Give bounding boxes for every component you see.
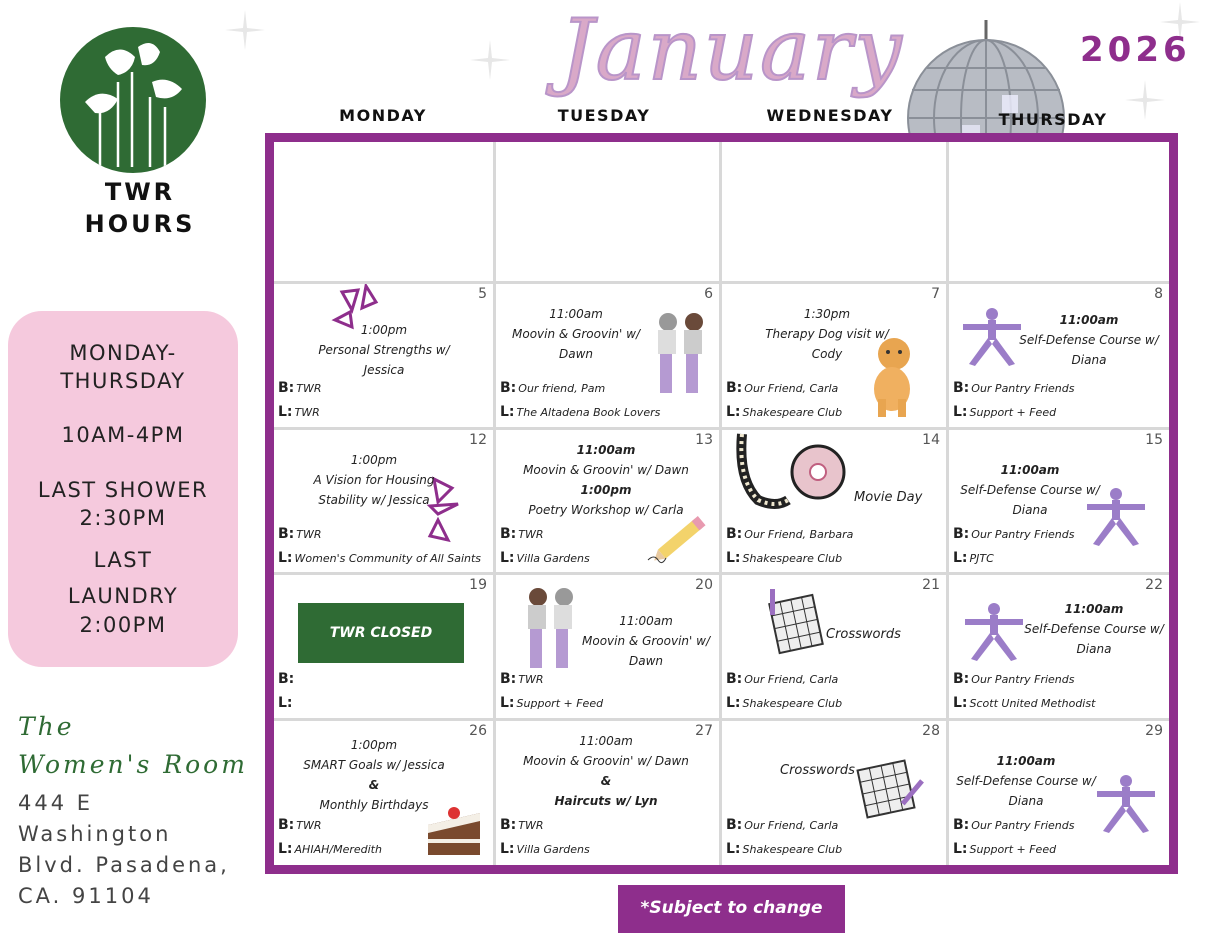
lunch-line <box>278 695 295 711</box>
logo-caption <box>40 176 240 240</box>
event-line: 11:00am <box>549 307 603 321</box>
calendar-cell-13 <box>496 430 719 572</box>
event-text <box>571 611 719 671</box>
event-line: Self-Defense Course w/ <box>1024 622 1164 636</box>
calendar-cell-14 <box>722 430 946 572</box>
lunch-provider: Shakespeare Club <box>742 697 843 710</box>
month-title: January <box>560 1 904 99</box>
breakfast-label: B: <box>726 817 743 833</box>
lunch-line <box>500 404 660 420</box>
lunch-line <box>726 550 842 566</box>
event-line: 1:00pm <box>350 453 398 467</box>
org-address <box>18 788 230 912</box>
breakfast-line <box>953 526 1074 542</box>
lunch-provider: The Altadena Book Lovers <box>516 406 661 419</box>
lunch-provider: Women's Community of All Saints <box>294 552 482 565</box>
org-name-line2: Women's Room <box>18 750 248 779</box>
breakfast-provider: TWR <box>518 819 544 832</box>
lunch-provider: Villa Gardens <box>516 843 590 856</box>
laundry-line1: LAST <box>93 548 153 572</box>
breakfast-label: B: <box>726 380 743 396</box>
address-line2: Washington <box>18 822 172 846</box>
lunch-label: L: <box>726 550 741 566</box>
lunch-line <box>953 841 1056 857</box>
date-number: 22 <box>1145 577 1163 593</box>
hours-days-line1: MONDAY- <box>69 341 177 365</box>
event-line: 11:00am <box>619 614 673 628</box>
date-number: 20 <box>695 577 713 593</box>
event-line: Dawn <box>628 654 663 668</box>
date-number: 13 <box>695 432 713 448</box>
breakfast-provider: Our Friend, Barbara <box>744 528 854 541</box>
event-text <box>506 731 706 811</box>
address-line4: CA. 91104 <box>18 884 154 908</box>
day-header-tuesday: TUESDAY <box>557 106 651 125</box>
breakfast-label: B: <box>726 671 743 687</box>
date-number: 15 <box>1145 432 1163 448</box>
subject-to-change-note: *Subject to change <box>618 885 845 933</box>
event-line: 1:00pm <box>360 323 408 337</box>
lunch-label: L: <box>726 695 741 711</box>
calendar-cell-29 <box>949 721 1169 865</box>
lunch-label: L: <box>278 841 293 857</box>
date-number: 6 <box>704 286 713 302</box>
breakfast-line <box>278 671 296 687</box>
event-line: Monthly Birthdays <box>319 798 429 812</box>
breakfast-label: B: <box>953 817 970 833</box>
event-line: Moovin & Groovin' w/ <box>582 634 710 648</box>
breakfast-line <box>726 526 853 542</box>
breakfast-provider: Our Friend, Carla <box>744 382 839 395</box>
lunch-provider: Support + Feed <box>969 843 1057 856</box>
lunch-line <box>953 550 994 566</box>
date-number: 5 <box>478 286 487 302</box>
breakfast-line <box>953 671 1074 687</box>
lunch-label: L: <box>500 550 515 566</box>
breakfast-label: B: <box>500 526 517 542</box>
calendar-cell-27 <box>496 721 719 865</box>
breakfast-label: B: <box>500 817 517 833</box>
lunch-label: L: <box>278 695 293 711</box>
event-line: Moovin & Groovin' w/ Dawn <box>523 463 689 477</box>
laundry-line3: 2:00PM <box>79 613 167 637</box>
event-line: 1:30pm <box>803 307 851 321</box>
flower-icon <box>60 27 206 173</box>
date-number: 21 <box>922 577 940 593</box>
event-text <box>294 450 454 510</box>
event-line: Self-Defense Course w/ <box>956 774 1096 788</box>
lunch-line <box>726 695 842 711</box>
event-text <box>1019 599 1169 659</box>
calendar-cell-empty <box>949 142 1169 281</box>
calendar-cell-26 <box>274 721 493 865</box>
lunch-line <box>278 404 320 420</box>
calendar-cell-20 <box>496 575 719 718</box>
shower-line2: 2:30PM <box>79 506 167 530</box>
event-text <box>951 751 1101 811</box>
calendar-cell-empty <box>274 142 493 281</box>
sparkle-icon <box>470 40 510 80</box>
lunch-provider: Villa Gardens <box>516 552 590 565</box>
breakfast-provider: Our Friend, Carla <box>744 673 839 686</box>
breakfast-line <box>953 817 1074 833</box>
event-line: & <box>600 774 612 788</box>
film-reel-icon <box>736 430 848 510</box>
lunch-line <box>278 550 481 566</box>
date-number: 8 <box>1154 286 1163 302</box>
lunch-provider: AHIAH/Meredith <box>294 843 382 856</box>
event-line: 11:00am <box>996 754 1056 768</box>
event-line: 11:00am <box>1000 463 1060 477</box>
breakfast-label: B: <box>278 817 295 833</box>
address-line3: Blvd. Pasadena, <box>18 853 230 877</box>
lunch-label: L: <box>500 841 515 857</box>
calendar-cell-5 <box>274 284 493 427</box>
lunch-line <box>500 841 590 857</box>
calendar-cell-12 <box>274 430 493 572</box>
breakfast-provider: TWR <box>296 382 322 395</box>
lunch-line <box>500 550 590 566</box>
breakfast-line <box>500 671 544 687</box>
breakfast-label: B: <box>953 380 970 396</box>
event-text <box>742 304 912 364</box>
event-line: Jessica <box>363 363 405 377</box>
date-number: 27 <box>695 723 713 739</box>
lunch-line <box>953 404 1056 420</box>
event-line: Diana <box>1008 794 1044 808</box>
lunch-line <box>726 404 842 420</box>
crossword-icon <box>856 757 926 821</box>
event-text: Crosswords <box>780 763 855 778</box>
lunch-provider: Support + Feed <box>969 406 1057 419</box>
event-line: Therapy Dog visit w/ <box>765 327 889 341</box>
breakfast-label: B: <box>953 526 970 542</box>
lunch-label: L: <box>500 404 515 420</box>
event-line: Poetry Workshop w/ Carla <box>528 503 684 517</box>
event-line: 11:00am <box>576 443 636 457</box>
event-line: Cody <box>811 347 843 361</box>
calendar-grid <box>265 133 1178 874</box>
event-line: Diana <box>1071 353 1107 367</box>
event-line: 11:00am <box>1064 602 1124 616</box>
lunch-provider: Shakespeare Club <box>742 843 843 856</box>
address-line1: 444 E <box>18 791 94 815</box>
lunch-provider: Shakespeare Club <box>742 552 843 565</box>
org-name <box>18 708 248 784</box>
breakfast-provider: Our Pantry Friends <box>971 528 1075 541</box>
twr-logo <box>60 27 206 173</box>
lunch-label: L: <box>953 404 968 420</box>
event-line: SMART Goals w/ Jessica <box>303 758 445 772</box>
logo-line2: HOURS <box>84 210 196 238</box>
calendar-cell-15 <box>949 430 1169 572</box>
breakfast-label: B: <box>278 526 295 542</box>
hours-time: 10AM-4PM <box>61 423 185 447</box>
event-line: Self-Defense Course w/ <box>960 483 1100 497</box>
event-text: Movie Day <box>854 490 923 505</box>
breakfast-line <box>500 526 544 542</box>
event-text <box>304 320 464 380</box>
event-line: 11:00am <box>579 734 633 748</box>
hours-box <box>8 311 238 667</box>
lunch-label: L: <box>278 550 293 566</box>
event-line: Stability w/ Jessica <box>318 493 430 507</box>
event-line: Moovin & Groovin' w/ <box>512 327 640 341</box>
event-text <box>1009 310 1169 370</box>
event-line: Diana <box>1012 503 1048 517</box>
yoga-pose-icon <box>1095 773 1157 835</box>
event-line: Dawn <box>558 347 593 361</box>
date-number: 14 <box>922 432 940 448</box>
breakfast-provider: TWR <box>296 819 322 832</box>
breakfast-line <box>953 380 1074 396</box>
event-line: 1:00pm <box>580 483 632 497</box>
breakfast-provider: Our Pantry Friends <box>971 382 1075 395</box>
breakfast-provider: TWR <box>518 673 544 686</box>
laundry-line2: LAUNDRY <box>67 584 179 608</box>
breakfast-label: B: <box>500 380 517 396</box>
date-number: 26 <box>469 723 487 739</box>
event-line: 1:00pm <box>350 738 398 752</box>
event-text: Crosswords <box>826 627 901 642</box>
breakfast-provider: Our friend, Pam <box>518 382 606 395</box>
day-header-monday: MONDAY <box>339 106 427 125</box>
breakfast-label: B: <box>726 526 743 542</box>
breakfast-line <box>500 817 544 833</box>
breakfast-provider: TWR <box>296 528 322 541</box>
calendar-cell-empty <box>722 142 946 281</box>
lunch-label: L: <box>953 550 968 566</box>
lunch-provider: Support + Feed <box>516 697 604 710</box>
date-number: 28 <box>922 723 940 739</box>
lunch-line <box>500 695 603 711</box>
lunch-label: L: <box>953 695 968 711</box>
calendar-cell-empty <box>496 142 719 281</box>
lunch-provider: TWR <box>294 406 320 419</box>
date-number: 19 <box>469 577 487 593</box>
lunch-provider: PJTC <box>969 552 994 565</box>
breakfast-line <box>726 817 838 833</box>
lunch-label: L: <box>278 404 293 420</box>
breakfast-label: B: <box>278 671 295 687</box>
hours-days-line2: THURSDAY <box>60 369 186 393</box>
lunch-label: L: <box>500 695 515 711</box>
lunch-label: L: <box>953 841 968 857</box>
closed-banner: TWR CLOSED <box>298 603 464 663</box>
event-line: Self-Defense Course w/ <box>1019 333 1159 347</box>
year: 2026 <box>1080 30 1191 70</box>
breakfast-provider: Our Pantry Friends <box>971 819 1075 832</box>
date-number: 12 <box>469 432 487 448</box>
breakfast-line <box>278 817 322 833</box>
event-line: Personal Strengths w/ <box>318 343 450 357</box>
event-line: Haircuts w/ Lyn <box>554 794 658 808</box>
crossword-icon <box>766 589 826 659</box>
event-line: Moovin & Groovin' w/ Dawn <box>523 754 689 768</box>
lunch-line <box>278 841 382 857</box>
calendar-cell-6 <box>496 284 719 427</box>
shower-line1: LAST SHOWER <box>37 478 209 502</box>
calendar-cell-19 <box>274 575 493 718</box>
event-line: A Vision for Housing <box>313 473 435 487</box>
breakfast-line <box>726 380 838 396</box>
breakfast-line <box>278 526 322 542</box>
day-header-thursday: THURSDAY <box>998 110 1108 129</box>
calendar-cell-7 <box>722 284 946 427</box>
yoga-pose-icon <box>963 601 1025 663</box>
breakfast-line <box>278 380 322 396</box>
org-name-line1: The <box>18 712 75 741</box>
event-line: Diana <box>1076 642 1112 656</box>
event-text <box>506 440 706 520</box>
breakfast-label: B: <box>278 380 295 396</box>
logo-line1: TWR <box>104 178 176 206</box>
calendar-cell-8 <box>949 284 1169 427</box>
event-line: 11:00am <box>1059 313 1119 327</box>
dancers-icon <box>646 308 716 403</box>
lunch-label: L: <box>726 404 741 420</box>
breakfast-line <box>726 671 838 687</box>
calendar-cell-28 <box>722 721 946 865</box>
breakfast-line <box>500 380 605 396</box>
lunch-provider: Shakespeare Club <box>742 406 843 419</box>
breakfast-provider: TWR <box>518 528 544 541</box>
lunch-label: L: <box>726 841 741 857</box>
event-line: & <box>368 778 380 792</box>
day-header-wednesday: WEDNESDAY <box>766 106 894 125</box>
event-text <box>289 735 459 815</box>
event-text <box>955 460 1105 520</box>
date-number: 7 <box>931 286 940 302</box>
lunch-provider: Scott United Methodist <box>969 697 1096 710</box>
breakfast-label: B: <box>500 671 517 687</box>
lunch-line <box>726 841 842 857</box>
breakfast-provider: Our Friend, Carla <box>744 819 839 832</box>
calendar-cell-21 <box>722 575 946 718</box>
sparkle-icon <box>225 10 265 50</box>
breakfast-provider: Our Pantry Friends <box>971 673 1075 686</box>
lunch-line <box>953 695 1095 711</box>
breakfast-label: B: <box>953 671 970 687</box>
date-number: 29 <box>1145 723 1163 739</box>
calendar-cell-22 <box>949 575 1169 718</box>
event-text <box>496 304 656 364</box>
